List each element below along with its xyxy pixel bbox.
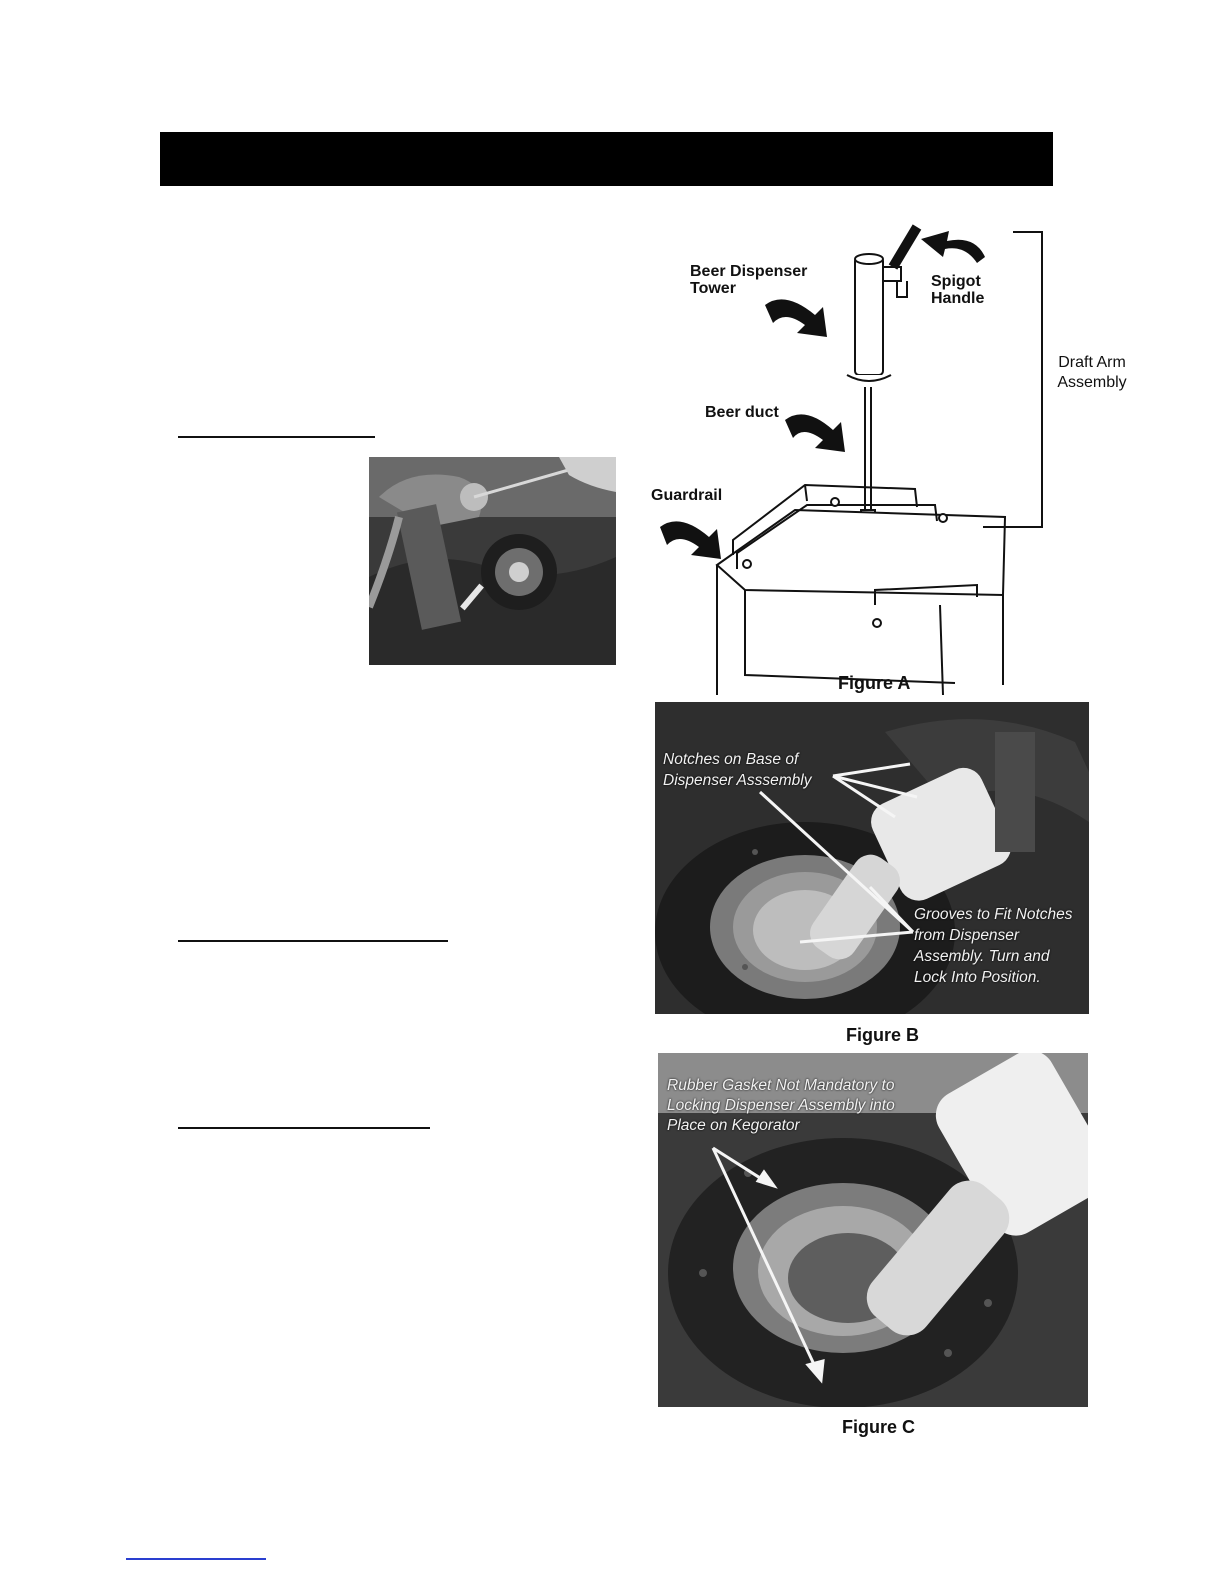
- gasket-label: Rubber Gasket Not Mandatory to Locking Dispenser Assembly into Place on Kegorator: [667, 1077, 895, 1134]
- grooves-label: Grooves to Fit Notches from Dispenser Assembly. Turn and Lock Into Position.: [914, 906, 1073, 986]
- guardrail-label: Guardrail: [651, 487, 723, 504]
- figure-b-caption: Figure B: [846, 1025, 920, 1045]
- figure-c-caption: Figure C: [842, 1417, 916, 1437]
- figure-a-caption: Figure A: [838, 673, 911, 693]
- footer-link-underline[interactable]: [126, 1558, 266, 1560]
- notches-label: Notches on Base of Dispenser Asssembly: [663, 751, 812, 789]
- guardrail-screw-photo: [369, 457, 616, 665]
- section-heading-underline-1: [178, 436, 375, 438]
- spigot-label: Spigot Handle: [931, 273, 985, 307]
- section-heading-underline-3: [178, 1127, 430, 1129]
- section-heading-underline-2: [178, 940, 448, 942]
- tower-label: Beer Dispenser Tower: [690, 263, 808, 297]
- section-header-bar: [160, 132, 1053, 186]
- draft-arm-label: Draft Arm Assembly: [1057, 354, 1127, 391]
- duct-label: Beer duct: [705, 404, 779, 421]
